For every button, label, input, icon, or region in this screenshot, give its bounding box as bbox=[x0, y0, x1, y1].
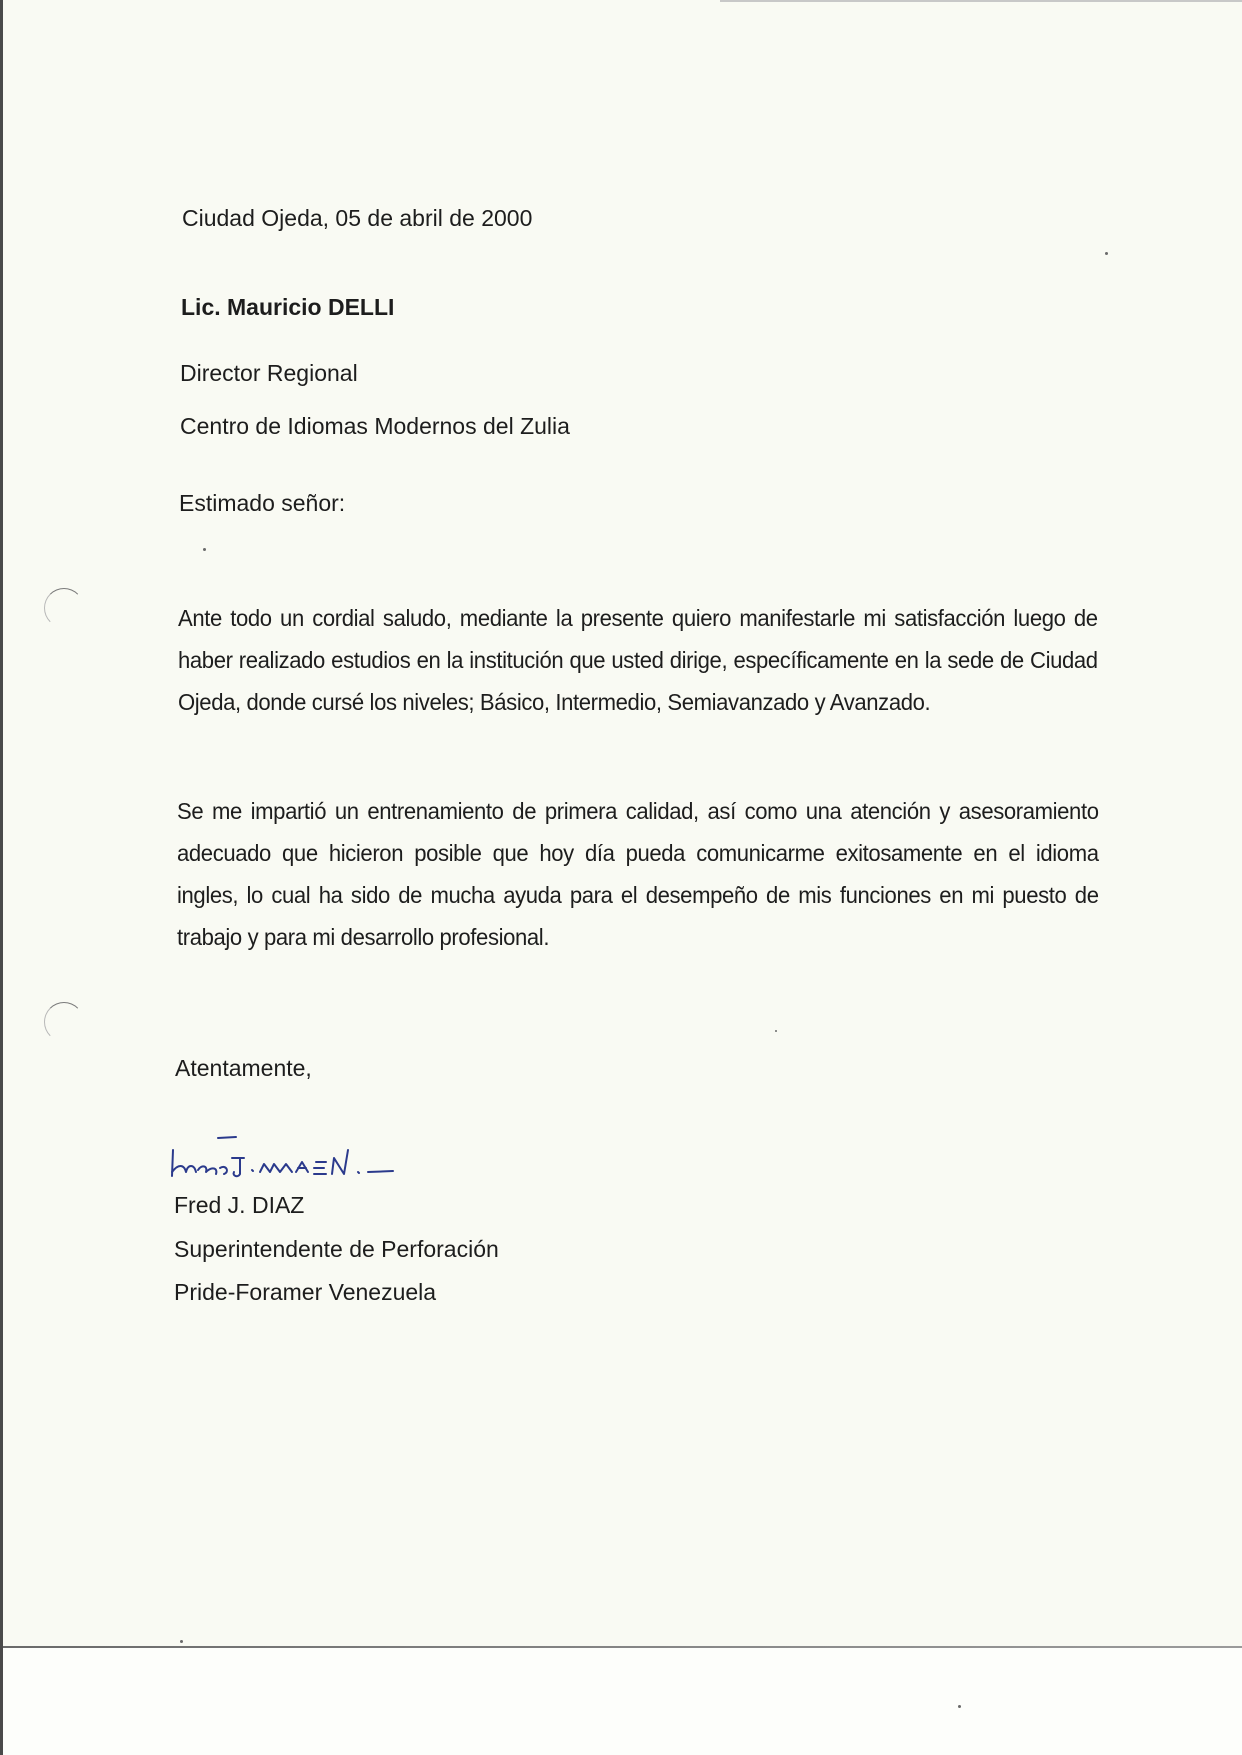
signer-company: Pride-Foramer Venezuela bbox=[174, 1279, 437, 1305]
scan-speck bbox=[203, 548, 206, 551]
scan-speck bbox=[180, 1640, 183, 1643]
scan-speck bbox=[958, 1705, 961, 1708]
page-bottom-edge bbox=[0, 1646, 1242, 1648]
signer-name: Fred J. DIAZ bbox=[174, 1192, 305, 1218]
body-paragraph-1: Ante todo un cordial saludo, mediante la presente quiero manifestarle mi satisfacción luego de haber realizado estudios en la institución que usted dirige, específicamente en la sede de Ciudad Ojeda, donde cursé los niveles; Básico, Intermedio, Semiavanzado y Avanzado. bbox=[178, 605, 1098, 715]
signer-title: Superintendente de Perforación bbox=[174, 1236, 499, 1262]
punch-hole-bottom bbox=[44, 1002, 84, 1042]
scanner-bed-area bbox=[0, 1648, 1242, 1755]
closing: Atentamente, bbox=[175, 1055, 312, 1081]
body-paragraph-2: Se me impartió un entrenamiento de primera calidad, así como una atención y asesoramiento adecuado que hicieron posible que hoy día pueda comunicarme exitosamente en el idioma ingles, lo cual ha sido de mucha ayuda para el desempeño de mis funciones en mi puesto de trabajo y para mi desarrollo profesional. bbox=[177, 798, 1099, 950]
punch-hole-top bbox=[44, 588, 84, 628]
recipient-title: Director Regional bbox=[180, 360, 358, 386]
scan-left-border bbox=[0, 0, 3, 1755]
letter-date: Ciudad Ojeda, 05 de abril de 2000 bbox=[182, 205, 533, 231]
scan-speck bbox=[1105, 252, 1108, 255]
scan-speck bbox=[775, 1030, 777, 1032]
scan-top-border bbox=[720, 0, 1242, 2]
salutation: Estimado señor: bbox=[179, 490, 346, 516]
recipient-organization: Centro de Idiomas Modernos del Zulia bbox=[180, 413, 570, 439]
recipient-name: Lic. Mauricio DELLI bbox=[181, 294, 395, 320]
handwritten-signature bbox=[168, 1128, 458, 1188]
